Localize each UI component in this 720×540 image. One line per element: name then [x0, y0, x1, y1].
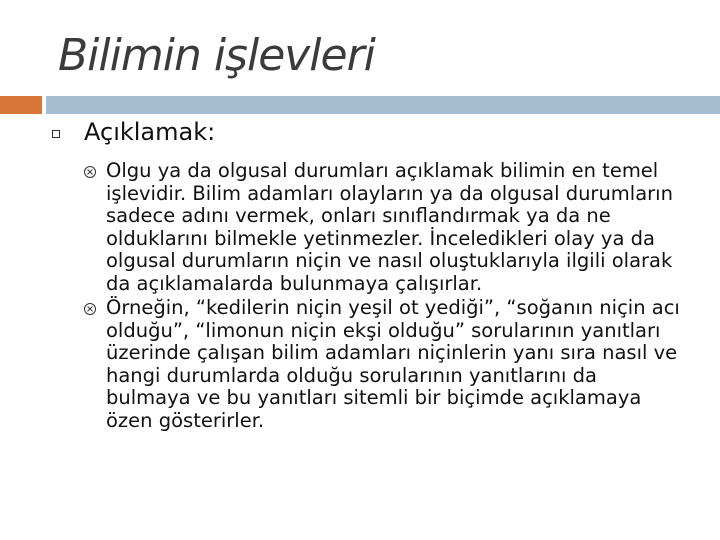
circled-x-bullet-icon: [84, 166, 96, 178]
bullet-list: [84, 160, 704, 434]
list-item-text: Olgu ya da olgusal durumları açıklamak bilimin en temel işlevidir. Bilim adamları olayların ya da olgusal durumların sadece adını vermek, onları sınıflandırmak ya da ne olduklarını bilmekle yetinmezler. İnceledikleri olay ya da olgusal durumların niçin ve nasıl oluştuklarıyla ilgili olarak da açıklamalarda bulunmaya çalışırlar.: [106, 159, 673, 295]
list-item: [84, 297, 704, 432]
accent-bar-blue: [46, 96, 720, 114]
list-item-text: Örneğin, “kedilerin niçin yeşil ot yediği”, “soğanın niçin acı olduğu”, “limonun niçin ekşi olduğu” sorularının yanıtları üzerinde çalışan bilim adamları niçinlerin yanı sıra nasıl ve hangi durumlarda olduğu sorularının yanıtlarını da bulmaya ve bu yanıtları sitemli bir biçimde açıklamaya özen gösterirler.: [106, 296, 680, 432]
accent-bar-orange: [0, 96, 42, 114]
level1-bullet: [52, 118, 215, 146]
circled-x-bullet-icon: [84, 303, 96, 315]
heading-text: Açıklamak:: [84, 118, 216, 146]
slide-title: Bilimin işlevleri: [58, 30, 375, 81]
square-bullet-icon: [52, 130, 60, 138]
list-item: [84, 160, 704, 295]
